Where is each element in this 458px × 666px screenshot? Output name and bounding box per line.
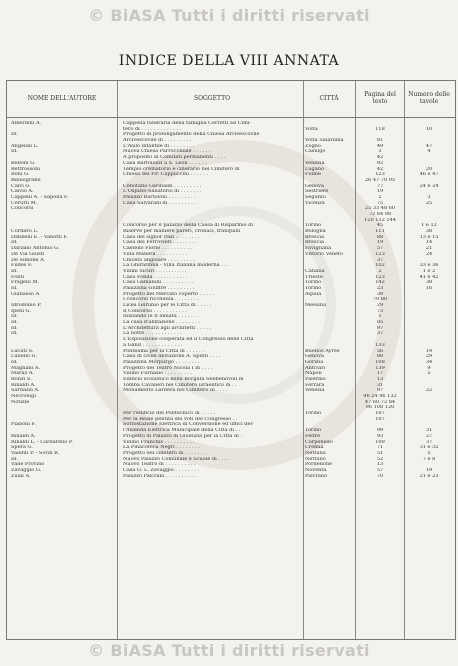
page-cell: 107: [375, 411, 385, 417]
subject-cell: Riserve per maniere pareri, cronaci, tranquilli: [123, 229, 241, 235]
page-cell: 81: [376, 138, 384, 144]
header-author: NOME DELL'AUTORE: [27, 95, 97, 102]
subject-cell: A proposito di Comitati permanenti . . . .: [123, 155, 226, 161]
subject-cell: La Ghirardina - Villa Italiana moderna . . .: [123, 263, 230, 269]
page-cell: 1: [378, 314, 382, 320]
tavole-cell: 46 e 47: [419, 172, 439, 178]
index-table: [6, 80, 456, 640]
tavole-cell: 38: [425, 229, 433, 235]
subject-cell: Casa Gamanini . . . . . . . . . .: [123, 280, 194, 286]
city-cell: Pordenone: [305, 462, 333, 468]
subject-cell: Palazzina Morpurgo . . . . . . . .: [123, 359, 200, 365]
subject-cell: Nuovo Teatro di . . . . . . . . . .: [123, 462, 196, 468]
city-cell: Antivari: [305, 365, 326, 371]
page-cell: 37: [376, 331, 384, 337]
tavole-cell: 1 e 12: [421, 223, 437, 229]
city-cell: Casnigo: [305, 149, 326, 155]
city-cell: Bologna: [305, 229, 326, 235]
city-cell: Feltre: [305, 433, 321, 439]
header-subject: SOGGETTO: [193, 95, 231, 102]
subject-cell: Il Concorso . . . . . . . . . . .: [123, 308, 187, 314]
page-cell: 142: [375, 280, 385, 286]
page-cell: 123: [375, 172, 385, 178]
city-cell: Nettuno: [305, 450, 326, 456]
subject-cell: Villino Furnasio . . . . . . . . .: [123, 371, 192, 377]
subject-cell: Concorso per il palazzo della Cassa di Risparmio di: [123, 223, 254, 229]
page-cell: 72 84 98: [368, 212, 392, 217]
page-cell: 111: [375, 229, 385, 235]
city-cell: Carpenedo: [305, 439, 333, 445]
page-title: INDICE DELLA VIII ANNATA: [118, 53, 340, 69]
subject-cell: Casa G. L. Zavaggio . . . . . . . .: [123, 467, 200, 473]
city-cell: Venezia: [305, 388, 325, 394]
author-cell: Cappelli A. - Sapolla F.: [11, 194, 69, 200]
page-cell: 77: [376, 183, 384, 189]
author-cell: Rinaldi A.: [11, 382, 36, 388]
city-cell: Torino: [305, 223, 322, 229]
city-cell: Lugano: [305, 166, 324, 172]
subject-cell: Tempio crematorio e cinerario nel Cimitero di: [123, 166, 240, 172]
author-cell: Id.: [11, 268, 18, 274]
page-cell: 39: [376, 291, 384, 297]
city-cell: Gorizia: [305, 359, 324, 365]
tavole-cell: 13 e 15: [419, 234, 439, 240]
tavole-cell: 22: [425, 388, 433, 394]
page-cell: 19: [376, 189, 384, 195]
author-cell: Rinaldi A.: [11, 433, 36, 439]
city-cell: Catania: [305, 268, 325, 274]
author-cell: De Simone A.: [11, 257, 46, 263]
author-cell: Fildes F.: [11, 263, 33, 269]
city-cell: Zogno: [305, 143, 321, 149]
author-cell: Id.: [11, 149, 18, 155]
table-body: [7, 121, 455, 479]
author-cell: Calvi G.: [11, 183, 31, 189]
author-cell: Calvio A.: [11, 189, 34, 195]
city-cell: Trieste: [305, 274, 323, 280]
page-cell: 102: [375, 263, 385, 269]
page-cell: 49: [376, 143, 384, 149]
subject-cell: Castello Florio . . . . . . . . . .: [123, 246, 193, 252]
author-cell: Id.: [11, 240, 18, 246]
page-cell: 26 47 70 95: [364, 177, 396, 183]
subject-cell: Villini Sicuri . . . . . . . . . .: [123, 268, 187, 274]
subject-cell: Iniziando le Il annata . . . . . . .: [123, 314, 199, 320]
page-cell: 47 60 72 84: [364, 399, 396, 405]
city-cell: Napoli: [305, 371, 322, 377]
city-cell: Palcrano: [305, 473, 328, 479]
subject-cell: Palazzo Bartoloni . . . . . . . . .: [123, 194, 196, 200]
page-cell: 85: [376, 320, 384, 326]
tavole-cell: 19: [425, 348, 433, 354]
city-cell: Brescia: [305, 234, 324, 240]
author-cell: Fragelli M.: [11, 280, 40, 286]
subject-cell: Casa di civile abitazione A. Spinti . . . .: [123, 354, 221, 360]
page-cell: 31: [376, 382, 384, 388]
subject-cell: La notte . . . . . . . . . . . .: [123, 331, 183, 337]
tavole-cell: 21 e 23: [419, 473, 439, 479]
subject-cell: Villino Franchis . . . . . . . . . .: [123, 439, 195, 445]
city-cell: Torino: [305, 280, 322, 286]
header-page: Pagina del testo: [364, 91, 396, 105]
subject-cell: Licea Glirunio per le Città di . . . . .: [123, 303, 212, 308]
city-cell: Venezia: [305, 160, 325, 166]
subject-cell: Politeama per la Città di . . . . . .: [123, 348, 204, 354]
subject-cell: L'Ospizio-Sanatorio di . . . . . . .: [123, 189, 202, 195]
table-row: [7, 474, 455, 480]
page-cell: 52: [376, 456, 384, 462]
subject-cell: Per la Reale pentita dei voti del Congresso . .: [123, 416, 238, 422]
city-cell: Vittorio Veneto: [305, 251, 344, 257]
author-cell: Bettrossoni: [11, 166, 41, 172]
page-cell: 118: [375, 126, 385, 132]
author-cell: Id.: [11, 285, 18, 291]
page-cell: 96 108 120: [365, 405, 395, 411]
author-cell: Id.: [11, 132, 18, 138]
page-cell: 97: [376, 388, 384, 394]
page-cell: 80: [376, 354, 384, 360]
page-cell: 123: [375, 274, 385, 280]
tavole-cell: 27: [425, 433, 433, 439]
page-cell: 109: [375, 439, 385, 445]
tavole-cell: 29: [425, 354, 433, 360]
city-cell: Cremia: [305, 445, 324, 451]
author-cell: Id.: [11, 325, 18, 331]
page-cell: 51: [376, 450, 384, 456]
subject-cell: Progetto di prolungamento della Chiesa Arcivescovile: [123, 132, 260, 138]
city-cell: Palermo: [305, 376, 326, 382]
watermark-top: © BiASA Tutti i diritti riservati: [88, 6, 370, 25]
author-cell: Dariano Antonio G.: [11, 246, 60, 252]
author-cell: Belloni G.: [11, 160, 36, 166]
subject-cell: Casa Salvarani di . . . . . . . . .: [123, 200, 196, 206]
city-cell: Genova: [305, 183, 324, 189]
tavole-cell: 24: [425, 251, 433, 257]
page-cell: 70: [376, 473, 384, 479]
subject-cell: Palazzo Palcrani . . . . . . . . . .: [123, 473, 197, 479]
author-cell: Notizie: [11, 399, 30, 405]
subject-cell: a Gand . . . . . . . . . . . . .: [123, 342, 183, 348]
author-cell: Fonti: [11, 274, 25, 280]
subject-cell: Nuova Chiesa Parrocchiale . . . . . .: [123, 149, 211, 155]
page-cell: 56: [376, 348, 384, 354]
author-cell: Id.: [11, 314, 18, 320]
city-cell: Brescia: [305, 240, 324, 246]
page-cell: 88: [376, 234, 384, 240]
city-cell: Noventa: [305, 467, 327, 473]
city-cell: Sestriere: [305, 189, 329, 195]
tavole-cell: 5: [427, 371, 431, 377]
page-cell: 29: [376, 303, 384, 308]
subject-cell: Progetto del cimitero di . . . . . . .: [123, 450, 206, 456]
author-cell: Rinaldi L. - Cardarello P.: [11, 439, 73, 445]
author-cell: Cerutti M.: [11, 200, 38, 206]
page-cell: 25 33 48 60: [364, 206, 396, 212]
author-cell: Dabbeni E. - Vanotti F.: [11, 234, 68, 240]
author-cell: Id.: [11, 456, 18, 462]
subject-cell: Chiesa dei P.P. Cappuccini . . . . . .: [123, 172, 209, 178]
subject-cell: L'Esposizione cooperata ed il Congresso delle Città: [123, 337, 254, 343]
subject-cell: tero di . . . . . . . . . . . . .: [123, 126, 182, 132]
subject-cell: Chiosto angolare . . . . . . . . .: [123, 257, 195, 263]
author-cell: Concorsi: [11, 206, 34, 212]
page-cell: 42: [376, 155, 384, 161]
subject-cell: Casa Fonda . . . . . . . . . . .: [123, 274, 188, 280]
page-cell: 92: [376, 160, 384, 166]
subject-cell: Casa del signor Pasi . . . . . . . .: [123, 234, 200, 240]
author-cell: Id.: [11, 359, 18, 365]
page-cell: 96 24 96 132: [363, 394, 397, 399]
author-cell: Boni G.: [11, 172, 30, 178]
city-cell: Genova: [305, 354, 324, 360]
tavole-cell: 31: [425, 428, 433, 434]
city-cell: Volta: [305, 126, 318, 132]
city-cell: Torino: [305, 285, 322, 291]
city-cell: Nettuno: [305, 456, 326, 462]
tavole-cell: 1 e 2: [422, 268, 436, 274]
tavole-cell: 16: [425, 285, 433, 291]
author-cell: Idrodonio P.: [11, 303, 42, 308]
city-cell: Vicenza: [305, 200, 325, 206]
author-cell: Sardazzi A.: [11, 388, 40, 394]
subject-cell: L'Asilo infantile di . . . . . . . .: [123, 143, 195, 149]
page-cell: 45: [376, 223, 384, 229]
page-cell: 133: [375, 342, 385, 348]
author-cell: Valle Provino: [11, 462, 45, 468]
author-cell: Zavaggio G.: [11, 467, 42, 473]
tavole-cell: 3: [427, 194, 431, 200]
tavole-cell: 33 e 36: [419, 263, 439, 269]
author-cell: Pianoni F.: [11, 422, 36, 428]
subject-cell: Casa dei Ferrovieri . . . . . . . .: [123, 240, 198, 246]
page-cell: 57: [376, 246, 384, 252]
subject-cell: Nuovo Palazzo Comunale e Scuole di . . . .: [123, 456, 230, 462]
author-cell: Alberdini A.: [11, 121, 42, 126]
author-cell: Lucati S.: [11, 348, 34, 354]
subject-cell: Arcivescovile di . . . . . . . . .: [123, 138, 192, 144]
subject-cell: Per l'edificio del Politecnico di . . . . .: [123, 411, 216, 417]
page-cell: 3: [378, 149, 382, 155]
author-cell: Magnani A.: [11, 365, 41, 371]
page-cell: 71: [376, 445, 384, 451]
tavole-cell: 34: [425, 359, 433, 365]
subject-cell: Casa Bartolozzi a S. Leon . . . . . .: [123, 160, 207, 166]
page-cell: 123: [375, 251, 385, 257]
page-cell: 17: [376, 371, 384, 377]
tavole-cell: 31 e 32: [419, 445, 439, 451]
page-cell: 57: [376, 467, 384, 473]
page-cell: 13: [376, 376, 384, 382]
tavole-cell: 5: [427, 450, 431, 456]
author-cell: Gianasso A.: [11, 291, 41, 297]
tavole-cell: 21: [425, 246, 433, 252]
author-cell: De Via Giusti: [11, 251, 45, 257]
author-cell: Bibliografie: [11, 177, 41, 183]
author-cell: Angelini L.: [11, 143, 39, 149]
city-cell: Favignana: [305, 246, 332, 252]
subject-cell: Cenotafio Garibaldi . . . . . . . . .: [123, 183, 202, 189]
tavole-cell: 4: [427, 149, 431, 155]
subject-cell: La casa d'abitazione . . . . . . . .: [123, 320, 201, 326]
author-cell: Id.: [11, 331, 18, 337]
page-cell: 13: [376, 462, 384, 468]
author-cell: Necrologi: [11, 394, 36, 399]
page-cell: 73: [376, 308, 384, 314]
page-cell: 75: [376, 200, 384, 206]
tavole-cell: 14: [425, 240, 433, 246]
tavole-cell: 9: [427, 365, 431, 371]
subject-cell: Cappella funeraria della famiglia Cerretti ad Cimi-: [123, 121, 252, 126]
author-cell: Spera G.: [11, 445, 33, 451]
tavole-cell: 38: [425, 280, 433, 286]
subject-cell: Progetto del Mercato coperto . . . . .: [123, 291, 215, 297]
subject-cell: La Pinacoteca Negri . . . . . . . .: [123, 445, 201, 451]
city-cell: Torino: [305, 428, 322, 434]
page-cell: 120 132 144: [364, 217, 396, 223]
header-city: CITTÀ: [319, 95, 339, 102]
subject-cell: I concorsi ricchezza . . . . . . . .: [123, 297, 199, 303]
city-cell: Fiume: [305, 172, 321, 178]
page-cell: 2: [378, 194, 382, 200]
subject-cell: Sottostazione Elettrica di Conversione ed uffici del-: [123, 422, 254, 428]
city-cell: Messina: [305, 303, 327, 308]
city-cell: Aquila: [305, 291, 322, 297]
author-cell: Id.: [11, 320, 18, 326]
author-cell: Valenti P. - Sordi R.: [11, 450, 60, 456]
page-cell: 37: [376, 257, 384, 263]
author-cell: Zuan A.: [11, 473, 31, 479]
table-header: [7, 81, 455, 118]
page-cell: 23: [376, 285, 384, 291]
subject-cell: Progetto di Palazzo di Giustizia per la Città di .: [123, 433, 242, 439]
page-cell: 107: [375, 416, 385, 422]
subject-cell: Tomba Cavalieri nel Cimitero israelitico di . .: [123, 382, 237, 388]
page-cell: 19: [376, 240, 384, 246]
subject-cell: Villa Manera . . . . . . . . . .: [123, 251, 188, 257]
tavole-cell: 37: [425, 439, 433, 445]
subject-cell: l'Azienda Elettrica Municipale della Città di . .: [123, 428, 241, 434]
header-tavole: Numero delle tavole: [408, 91, 450, 105]
tavole-cell: 19: [425, 467, 433, 473]
subject-cell: Edificio scolastico nella Borgata Sebbenovoli in: [123, 376, 244, 382]
subject-cell: Monumento Lardera nel Cimitero di . . . .: [123, 388, 228, 394]
author-cell: Cordaro L.: [11, 229, 39, 235]
city-cell: Ferrara: [305, 382, 325, 388]
subject-cell: Palazzina Giuffré . . . . . . . . .: [123, 285, 195, 291]
subject-cell: L'Architettura agli architetti . . . . .: [123, 325, 211, 331]
city-cell: Torino: [305, 411, 322, 417]
tavole-cell: 20: [425, 166, 433, 172]
tavole-cell: 24 e 24: [419, 183, 439, 189]
page-cell: 79 80: [372, 297, 388, 303]
page-cell: 93: [376, 433, 384, 439]
city-cell: Volta Salariana: [305, 138, 344, 144]
author-cell: Lunello G.: [11, 354, 37, 360]
author-cell: Ipelli G.: [11, 308, 31, 314]
page-cell: 99: [376, 428, 384, 434]
city-cell: Segunto: [305, 194, 327, 200]
page-cell: 2: [378, 268, 382, 274]
author-cell: Maraz A.: [11, 371, 34, 377]
tavole-cell: 47: [425, 143, 433, 149]
page-cell: 108: [375, 359, 385, 365]
tavole-cell: 41 e 42: [419, 274, 439, 280]
tavole-cell: 25: [425, 200, 433, 206]
tavole-cell: 10: [425, 126, 433, 132]
subject-cell: Progetto del Teatro Nicola I in . . . .: [123, 365, 213, 371]
page-cell: 97: [376, 325, 384, 331]
page-cell: 42: [376, 166, 384, 172]
watermark-bottom: © BiASA Tutti i diritti riservati: [88, 641, 370, 660]
author-cell: Ronzi S.: [11, 376, 32, 382]
page-cell: 139: [375, 365, 385, 371]
tavole-cell: 7 e 8: [422, 456, 436, 462]
city-cell: Buenos Ayres: [305, 348, 340, 354]
